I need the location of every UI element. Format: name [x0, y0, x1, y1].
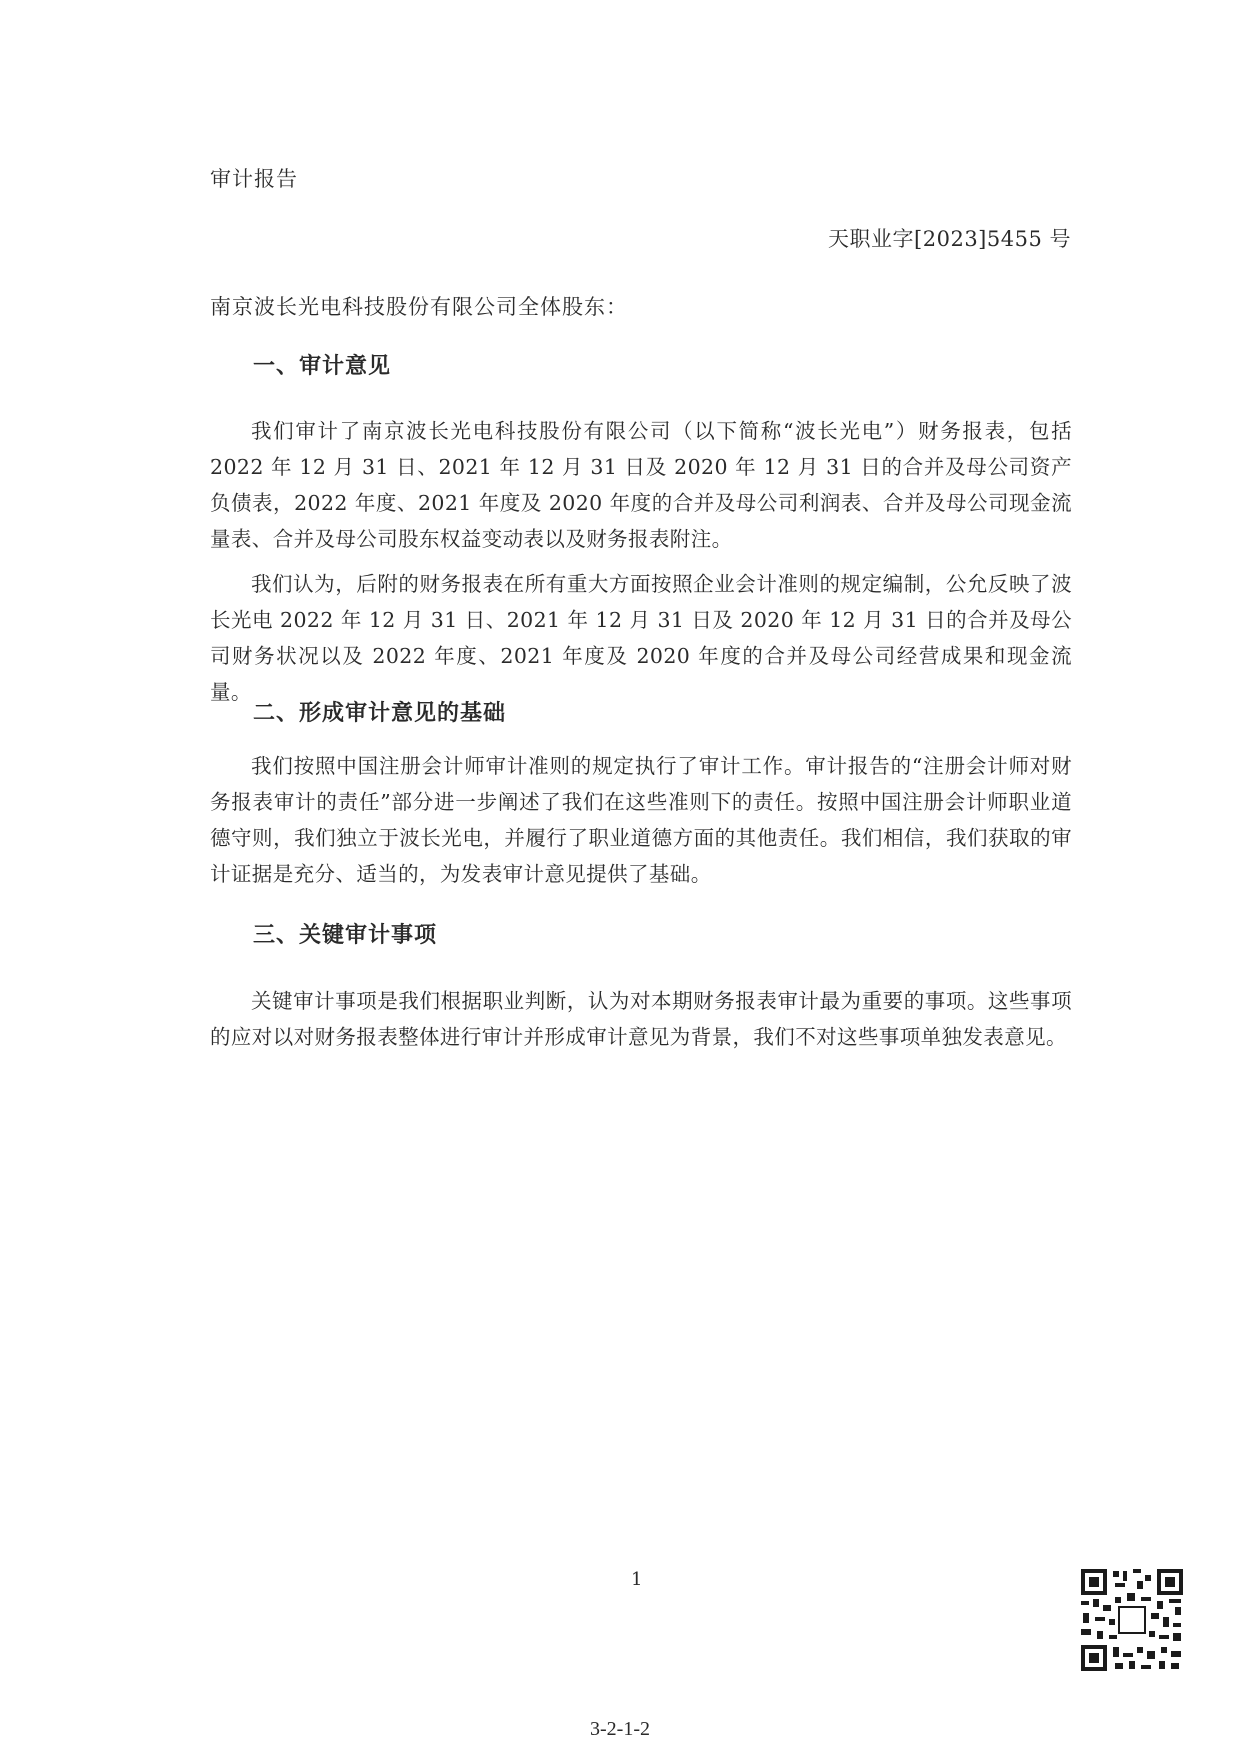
section-heading-basis-for-opinion: 二、形成审计意见的基础: [253, 701, 507, 726]
addressee: 南京波长光电科技股份有限公司全体股东：: [210, 295, 628, 319]
paragraph-key-audit-matters: 关键审计事项是我们根据职业判断，认为对本期财务报表审计最为重要的事项。这些事项的应对以对财务报表整体进行审计并形成审计意见为背景，我们不对这些事项单独发表意见。: [210, 989, 1072, 1049]
paragraph-audit-conclusion: 我们认为，后附的财务报表在所有重大方面按照企业会计准则的规定编制，公允反映了波长光电 2022 年 12 月 31 日、2021 年 12 月 31 日及 2020 年 12 月 31 日的合并及母公司财务状况以及 2022 年度、2021 年度及 2020 年度的合并及母公司经营成果和现金流量。: [210, 572, 1072, 704]
verification-qr-code: [1079, 1567, 1185, 1673]
footer-document-code: 3-2-1-2: [590, 1718, 650, 1740]
document-title: 审计报告: [210, 167, 298, 191]
reference-number: 天职业字[2023]5455 号: [828, 227, 1071, 251]
page-number: 1: [631, 1569, 643, 1590]
paragraph-audit-scope: 我们审计了南京波长光电科技股份有限公司（以下简称“波长光电”）财务报表，包括 2022 年 12 月 31 日、2021 年 12 月 31 日及 2020 年 12 月 31 日的合并及母公司资产负债表，2022 年度、2021 年度及 2020 年度的合并及母公司利润表、合并及母公司现金流量表、合并及母公司股东权益变动表以及财务报表附注。: [210, 419, 1072, 551]
section-heading-audit-opinion: 一、审计意见: [253, 354, 392, 379]
paragraph-basis-for-opinion: 我们按照中国注册会计师审计准则的规定执行了审计工作。审计报告的“注册会计师对财务报表审计的责任”部分进一步阐述了我们在这些准则下的责任。按照中国注册会计师职业道德守则，我们独立于波长光电，并履行了职业道德方面的其他责任。我们相信，我们获取的审计证据是充分、适当的，为发表审计意见提供了基础。: [210, 754, 1072, 886]
section-heading-key-audit-matters: 三、关键审计事项: [253, 923, 438, 948]
